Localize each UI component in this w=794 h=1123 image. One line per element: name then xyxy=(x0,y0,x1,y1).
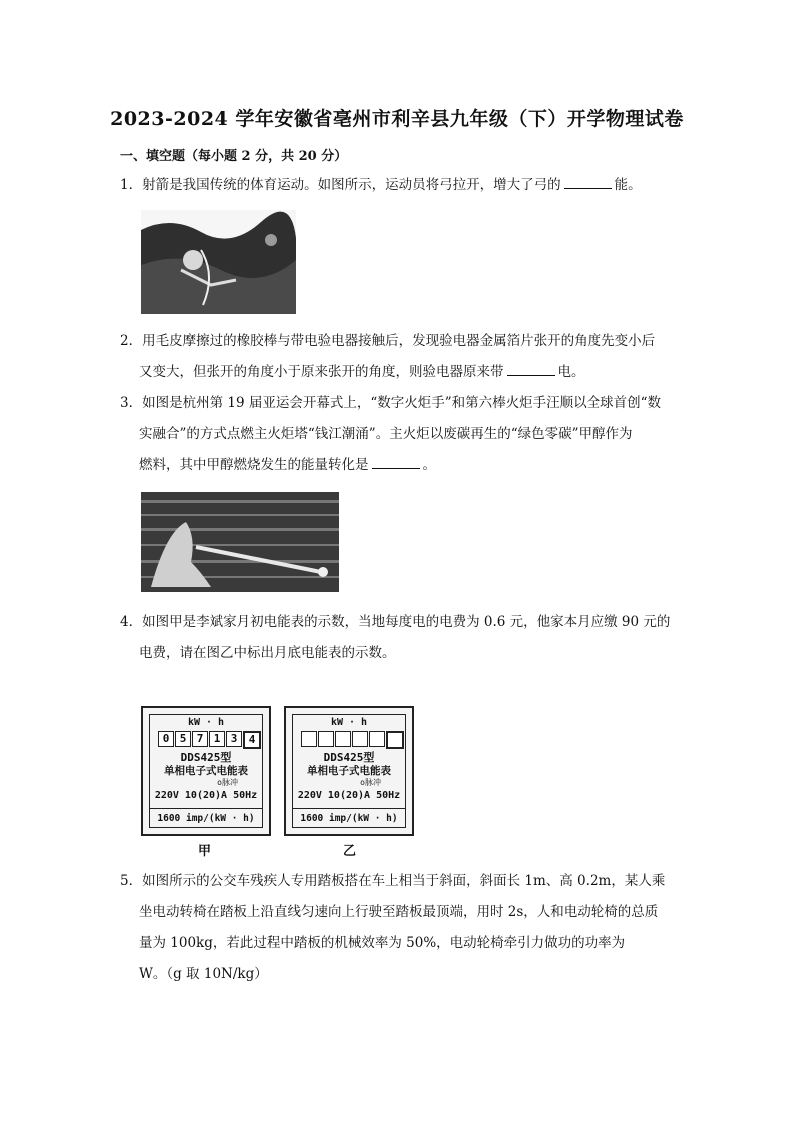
electric-meter-jia xyxy=(141,706,271,836)
meter-description: 单相电子式电能表 xyxy=(307,765,391,777)
meter-digit-empty[interactable] xyxy=(318,731,334,747)
question-2-line-1: 2．用毛皮摩擦过的橡胶棒与带电验电器接触后，发现验电器金属箔片张开的角度先变小后 xyxy=(120,333,656,349)
meter-caption-jia: 甲 xyxy=(198,844,212,859)
section-heading: 一、填空题（每小题 2 分，共 20 分） xyxy=(120,149,348,164)
question-2 xyxy=(120,326,655,388)
meter-digits xyxy=(158,731,262,749)
torch-lighting-photo xyxy=(141,492,339,592)
question-2-tail: 电。 xyxy=(557,364,585,380)
question-3 xyxy=(120,388,661,481)
meter-digit: 0 xyxy=(158,731,174,747)
meter-digit: 3 xyxy=(226,731,242,747)
meter-caption-yi: 乙 xyxy=(343,844,357,859)
meter-constant: 1600 imp/(kW · h) xyxy=(157,813,255,824)
meter-unit: kW · h xyxy=(330,717,368,728)
question-5 xyxy=(120,866,665,990)
question-4-line-2: 电费，请在图乙中标出月底电能表的示数。 xyxy=(139,645,396,661)
meter-digit-decimal-empty[interactable] xyxy=(386,731,404,749)
meter-digit-decimal: 4 xyxy=(243,731,261,749)
question-5-line-2: 坐电动转椅在踏板上沿直线匀速向上行驶至踏板最顶端，用时 2s，人和电动轮椅的总质 xyxy=(139,904,659,920)
answer-blank[interactable] xyxy=(507,363,555,376)
exam-title: 2023-2024 学年安徽省亳州市利辛县九年级（下）开学物理试卷 xyxy=(110,108,684,130)
meter-constant: 1600 imp/(kW · h) xyxy=(300,813,398,824)
meter-description: 单相电子式电能表 xyxy=(164,765,248,777)
meter-digit: 5 xyxy=(175,731,191,747)
answer-blank[interactable] xyxy=(372,456,420,469)
question-3-line-2: 实融合”的方式点燃主火炬塔“钱江潮涌”。主火炬以废碳再生的“绿色零碳”甲醇作为 xyxy=(139,426,633,442)
meter-digit: 1 xyxy=(209,731,225,747)
question-3-tail: 。 xyxy=(422,457,436,473)
meter-digit-empty[interactable] xyxy=(335,731,351,747)
meter-divider xyxy=(150,808,262,809)
question-2-line-2: 又变大，但张开的角度小于原来张开的角度，则验电器原来带 xyxy=(139,364,504,380)
question-4 xyxy=(120,607,670,669)
meter-divider xyxy=(293,808,405,809)
question-3-line-1: 3．如图是杭州第 19 届亚运会开幕式上，“数字火炬手”和第六棒火炬手汪顺以全球首创“数 xyxy=(120,395,662,411)
meter-rating: 220V 10(20)A 50Hz xyxy=(297,790,401,801)
question-4-line-1: 4．如图甲是李斌家月初电能表的示数，当地每度电的电费为 0.6 元，他家本月应缴 90 元的 xyxy=(120,614,671,630)
question-1 xyxy=(120,170,642,201)
question-5-line-4: W。（g 取 10N/kg） xyxy=(139,966,268,982)
meter-model: DDS425型 xyxy=(323,751,375,764)
meter-model: DDS425型 xyxy=(180,751,232,764)
meter-pulse-indicator: o脉冲 xyxy=(217,778,238,787)
meter-unit: kW · h xyxy=(187,717,225,728)
question-5-line-1: 5．如图所示的公交车残疾人专用踏板搭在车上相当于斜面，斜面长 1m、高 0.2m，某人乘 xyxy=(120,873,666,889)
question-1-text: 1．射箭是我国传统的体育运动。如图所示，运动员将弓拉开，增大了弓的 xyxy=(120,177,561,193)
question-5-line-3: 量为 100kg，若此过程中踏板的机械效率为 50%，电动轮椅牵引力做功的功率为 xyxy=(139,935,626,951)
meter-rating: 220V 10(20)A 50Hz xyxy=(154,790,258,801)
meter-digit-empty[interactable] xyxy=(369,731,385,747)
meter-pulse-indicator: o脉冲 xyxy=(360,778,381,787)
archery-photo xyxy=(141,210,296,314)
meter-digit-empty[interactable] xyxy=(301,731,317,747)
electric-meter-yi xyxy=(284,706,414,836)
answer-blank[interactable] xyxy=(564,176,612,189)
meter-digit-empty[interactable] xyxy=(352,731,368,747)
meter-digits xyxy=(301,731,405,749)
question-3-line-3: 燃料，其中甲醇燃烧发生的能量转化是 xyxy=(139,457,369,473)
question-1-tail: 能。 xyxy=(614,177,642,193)
meter-digit: 7 xyxy=(192,731,208,747)
